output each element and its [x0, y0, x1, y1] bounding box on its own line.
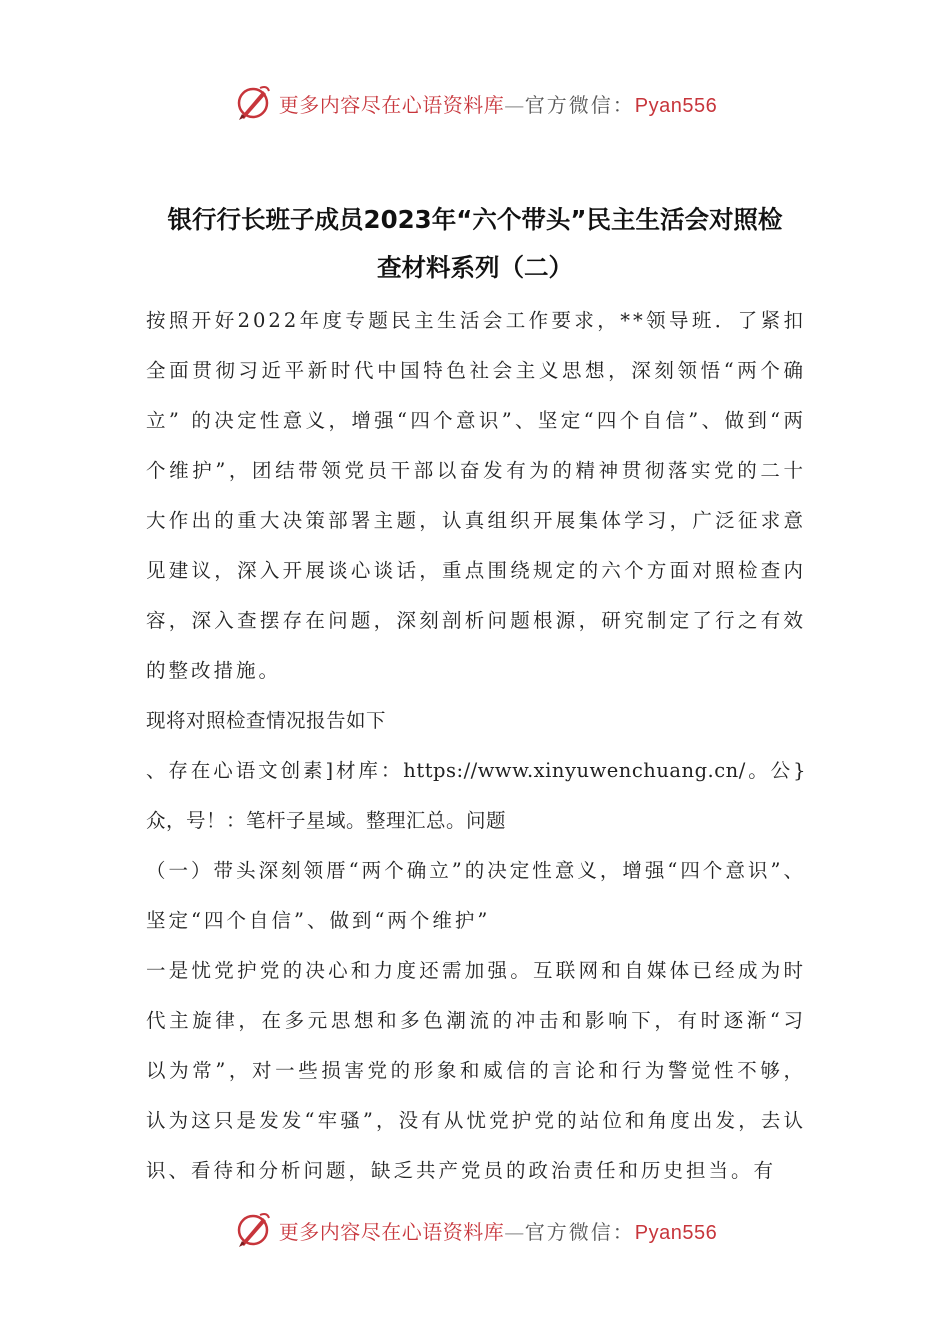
header-watermark: [0, 78, 950, 128]
watermark-text: [279, 1216, 717, 1245]
watermark-dash: —: [504, 92, 525, 117]
footer-watermark: [0, 1205, 950, 1255]
title-line-1: 银行行长班子成员2023年“六个带头”民主生活会对照检: [167, 205, 783, 234]
watermark-id: Pyan556: [634, 1221, 718, 1244]
watermark-main: 更多内容尽在心语资料库: [278, 92, 505, 117]
title-line-2: 查材料系列（二）: [377, 253, 573, 282]
watermark-id: Pyan556: [634, 94, 718, 117]
document-body: [146, 296, 806, 1196]
subsection-heading-1: （一）带头深刻领厝“两个确立”的决定性意义，增强“四个意识”、坚定“四个自信”、做到“两个维护”: [146, 859, 806, 932]
intro-paragraph: 按照开好2022年度专题民主生活会工作要求，**领导班．了紧扣全面贯彻习近平新时代中国特色社会主义思想，深刻领悟“两个确立” 的决定性意义，增强“四个意识”、坚定“四个自信”、做到“两个维护”，团结带领党员干部以奋发有为的精神贯彻落实党的二十大作出的重大决策部署主题，认真组织开展集体学习，广泛征求意见建议，深入开展谈心谈话，重点围绕规定的六个方面对照检查内容，深入查摆存在问题，深刻剖析问题根源，研究制定了行之有效的整改措施。: [146, 309, 806, 682]
watermark-main: 更多内容尽在心语资料库: [278, 1219, 505, 1244]
pen-logo-icon: [233, 1210, 273, 1250]
watermark-text: [279, 89, 717, 118]
section-heading-problems: 、存在心语文创素]材库：https://www.xinyuwenchuang.cn/。公}众，号！：笔杆子星域。整理汇总。问题: [146, 759, 806, 832]
watermark-dash: —: [504, 1219, 525, 1244]
pen-logo-icon: [233, 83, 273, 123]
watermark-tail: 官方微信：: [524, 1219, 635, 1244]
document-title: [140, 196, 810, 292]
watermark-tail: 官方微信：: [524, 92, 635, 117]
report-lead-paragraph: 现将对照检查情况报告如下: [146, 709, 387, 732]
point-one-paragraph: 一是忧党护党的决心和力度还需加强。互联网和自媒体已经成为时代主旋律，在多元思想和多色潮流的冲击和影响下，有时逐渐“习以为常”，对一些损害党的形象和威信的言论和行为警觉性不够，认为这只是发发“牢骚”，没有从忧党护党的站位和角度出发，去认识、看待和分析问题，缺乏共产党员的政治责任和历史担当。有: [146, 959, 806, 1182]
